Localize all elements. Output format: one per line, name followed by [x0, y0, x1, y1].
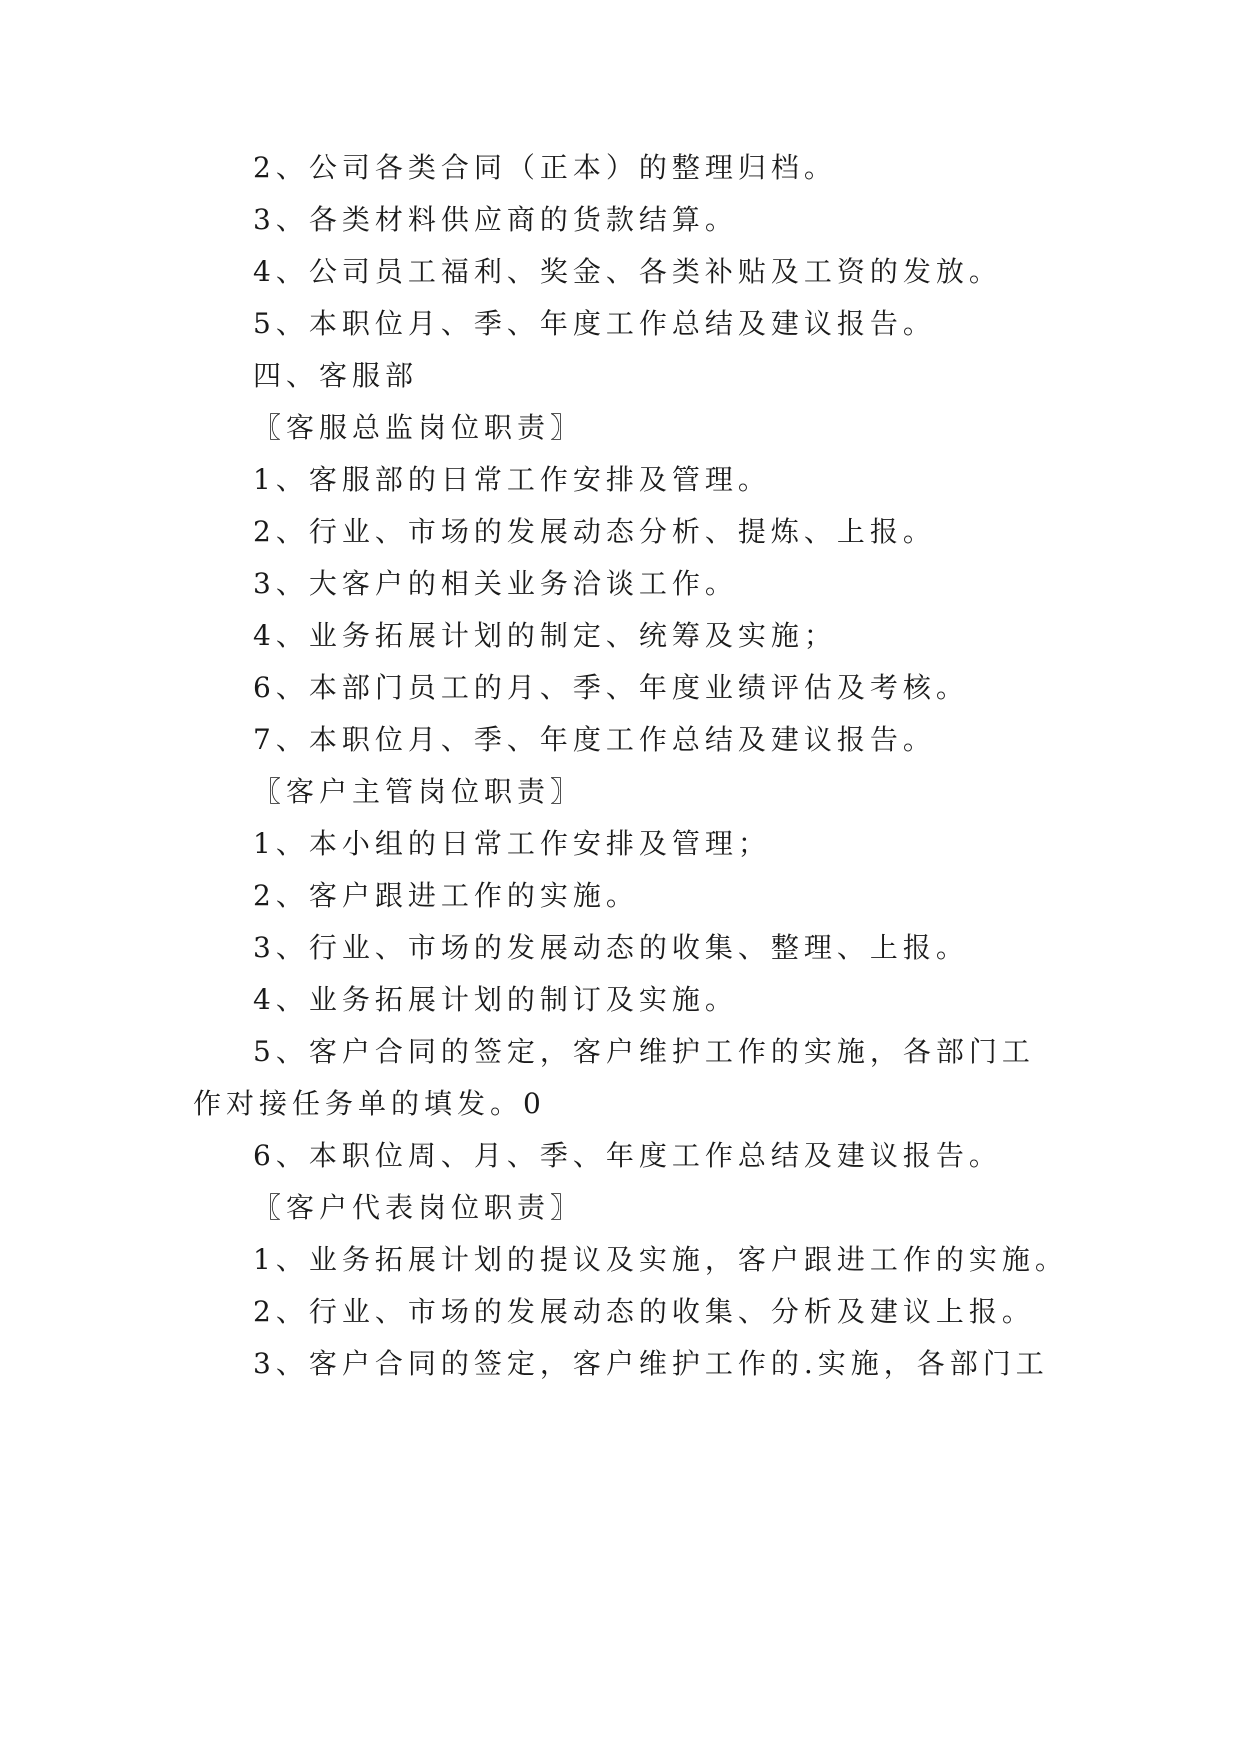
text-line: 2、行业、市场的发展动态的收集、分析及建议上报。 [253, 1295, 1035, 1328]
text-line: 2、行业、市场的发展动态分析、提炼、上报。 [253, 515, 936, 548]
text-line: 6、本部门员工的月、季、年度业绩评估及考核。 [253, 671, 969, 704]
text-line: 4、业务拓展计划的制定、统筹及实施； [253, 619, 837, 652]
text-line: 7、本职位月、季、年度工作总结及建议报告。 [253, 723, 936, 756]
text-line: 1、本小组的日常工作安排及管理； [253, 827, 771, 860]
section-heading: 四、客服部 [253, 359, 419, 392]
text-line: 5、本职位月、季、年度工作总结及建议报告。 [253, 307, 936, 340]
text-line: 1、客服部的日常工作安排及管理。 [253, 463, 771, 496]
role-heading: 〖客户主管岗位职责〗 [253, 775, 584, 808]
role-heading: 〖客服总监岗位职责〗 [253, 411, 584, 444]
text-line: 3、大客户的相关业务洽谈工作。 [253, 567, 738, 600]
text-line: 3、行业、市场的发展动态的收集、整理、上报。 [253, 931, 969, 964]
text-line: 2、公司各类合同（正本）的整理归档。 [253, 151, 837, 184]
text-line: 4、公司员工福利、奖金、各类补贴及工资的发放。 [253, 255, 1002, 288]
text-line: 6、本职位周、月、季、年度工作总结及建议报告。 [253, 1139, 1002, 1172]
text-line: 3、各类材料供应商的货款结算。 [253, 203, 738, 236]
role-heading: 〖客户代表岗位职责〗 [253, 1191, 584, 1224]
text-line: 3、客户合同的签定，客户维护工作的.实施，各部门工 [253, 1347, 1049, 1380]
text-line: 2、客户跟进工作的实施。 [253, 879, 639, 912]
text-line: 1、业务拓展计划的提议及实施，客户跟进工作的实施。 [253, 1243, 1068, 1276]
text-line: 5、客户合同的签定，客户维护工作的实施，各部门工 [253, 1035, 1035, 1068]
text-line-continuation: 作对接任务单的填发。0 [193, 1087, 546, 1120]
text-line: 4、业务拓展计划的制订及实施。 [253, 983, 738, 1016]
